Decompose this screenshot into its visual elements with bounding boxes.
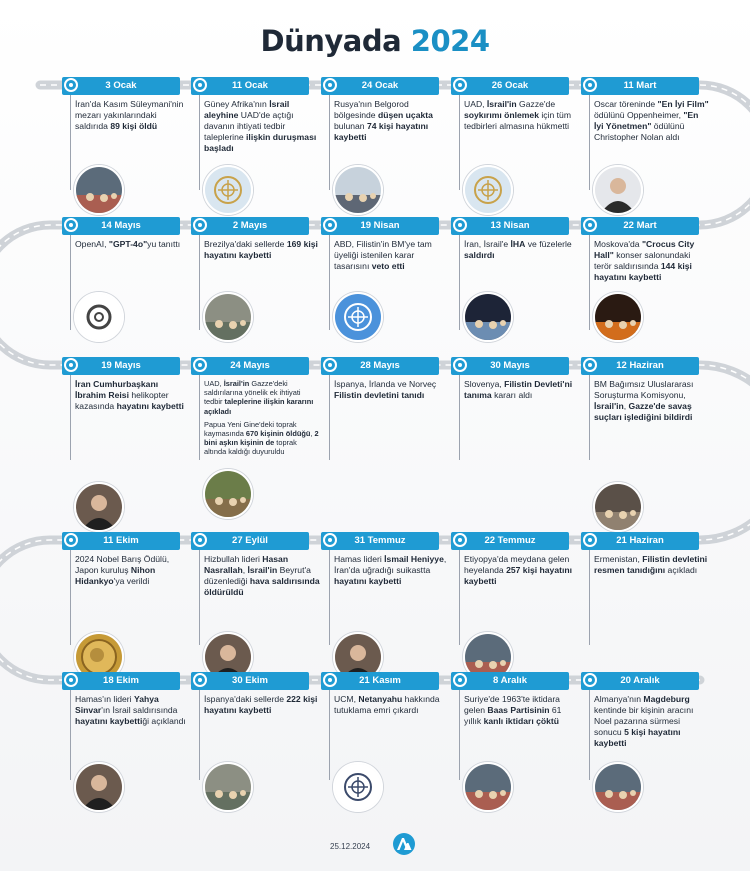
crowd-photo-icon [74,165,124,215]
timeline-node-icon [323,358,337,372]
event-date-label: 31 Temmuz [321,532,439,550]
timeline-connector [70,375,71,460]
timeline-connector [329,235,330,330]
timeline-node-icon [453,673,467,687]
timeline-connector [459,375,460,460]
crowd-photo-icon [463,762,513,812]
event-date-label: 19 Nisan [321,217,439,235]
event-description: İspanya'daki sellerde 222 kişi hayatını kaybetti [204,694,318,715]
timeline-connector [329,550,330,645]
event-description: Suriye'de 1963'te iktidara gelen Baas Partisinin 61 yıllık kanlı iktidarı çöktü [464,694,562,726]
timeline-connector [589,690,590,780]
timeline-node-icon [193,533,207,547]
court-emblem-icon [203,165,253,215]
event-description: Moskova'da "Crocus City Hall" konser salonundaki terör saldırısında 144 kişi hayatını kaybetti [594,239,695,282]
event-description: Almanya'nın Magdeburg kentinde bir kişinin aracını Noel pazarına sürmesi sonucu 5 kişi hayatını kaybetti [594,694,694,748]
event-date-label: 12 Haziran [581,357,699,375]
event-date-label: 20 Aralık [581,672,699,690]
event-date-label: 18 Ekim [62,672,180,690]
portrait-photo-icon [74,762,124,812]
event-description: İran, İsrail'e İHA ve füzelerle saldırdı [464,239,572,260]
event-description: Hamas lideri İsmail Heniyye, İran'da uğradığı suikastta hayatını kaybetti [334,554,447,586]
timeline-node-icon [323,78,337,92]
event-description: İran'da Kasım Süleymani'nin mezarı yakınlarındaki saldırıda 89 kişi öldü [75,99,184,131]
night-sky-photo-icon [463,292,513,342]
event-date-label: 11 Ocak [191,77,309,95]
timeline-node-icon [453,78,467,92]
event-description: Güney Afrika'nın İsrail aleyhine UAD'de açtığı davanın ihtiyati tedbir taleplerine ilişkin duruşması başladı [204,99,317,153]
court-emblem-icon [463,165,513,215]
timeline-connector [459,690,460,780]
timeline-node-icon [193,358,207,372]
event-description: 2024 Nobel Barış Ödülü, Japon kuruluş Nihon Hidankyo'ya verildi [75,554,170,586]
timeline-node-icon [64,218,78,232]
event-description: Brezilya'daki sellerde 169 kişi hayatını kaybetti [204,239,318,260]
timeline-connector [199,375,200,460]
event-date-label: 11 Mart [581,77,699,95]
event-description: UCM, Netanyahu hakkında tutuklama emri çıkardı [334,694,440,715]
timeline-connector [199,690,200,780]
timeline-connector [70,235,71,330]
un-emblem-icon [333,292,383,342]
event-date-label: 8 Aralık [451,672,569,690]
event-description: Hizbullah lideri Hasan Nasrallah, İsrail'in Beyrut'a düzenlediği hava saldırısında öldürüldü [204,554,320,597]
event-date-label: 22 Temmuz [451,532,569,550]
icc-emblem-icon [333,762,383,812]
fire-photo-icon [593,292,643,342]
timeline-connector [459,235,460,330]
timeline-node-icon [453,358,467,372]
event-description: Hamas'ın lideri Yahya Sinvar'ın İsrail saldırısında hayatını kaybettiği açıklandı [75,694,186,726]
timeline-connector [70,550,71,645]
timeline-connector [70,690,71,780]
timeline-node-icon [453,218,467,232]
event-description: İspanya, İrlanda ve Norveç Filistin devletini tanıdı [334,379,437,400]
event-date-label: 11 Ekim [62,532,180,550]
timeline-node-icon [323,673,337,687]
event-description: İran Cumhurbaşkanı İbrahim Reisi helikopter kazasında hayatını kaybetti [75,379,184,411]
event-date-label: 27 Eylül [191,532,309,550]
event-description: OpenAI, "GPT-4o"yu tanıttı [75,239,181,249]
openai-logo-icon [74,292,124,342]
timeline-node-icon [193,673,207,687]
event-date-label: 21 Kasım [321,672,439,690]
event-description: Slovenya, Filistin Devleti'ni tanıma kararı aldı [464,379,573,400]
event-date-label: 19 Mayıs [62,357,180,375]
timeline-node-icon [193,218,207,232]
timeline-connector [70,95,71,190]
timeline-connector [199,550,200,645]
event-date-label: 28 Mayıs [321,357,439,375]
agency-logo-icon [392,832,416,856]
rubble-photo-icon [593,482,643,532]
timeline-node-icon [64,533,78,547]
timeline-connector [459,95,460,190]
timeline-node-icon [323,218,337,232]
event-description: ABD, Filistin'in BM'ye tam üyeliği istenilen karar tasarısını veto etti [334,239,432,271]
timeline-node-icon [64,358,78,372]
timeline-connector [329,375,330,460]
timeline-connector [329,95,330,190]
timeline-node-icon [64,673,78,687]
timeline-node-icon [64,78,78,92]
timeline-node-icon [583,358,597,372]
event-description: UAD, İsrail'in Gazze'deki saldırılarına yönelik ek ihtiyati tedbir taleplerine ilişkin kararını açıkladı Papua Yeni Gine'deki toprak kaymasında 670 kişinin öldüğü, 2 bini aşkın kişinin de toprak altında kaldığı duyuruldu [204,379,319,457]
flood-photo-icon [203,292,253,342]
event-description: UAD, İsrail'in Gazze'de soykırımı önlemek için tüm tedbirleri almasına hükmetti [464,99,571,131]
flood-photo-icon [203,762,253,812]
timeline-node-icon [193,78,207,92]
timeline-connector [459,550,460,645]
event-date-label: 30 Mayıs [451,357,569,375]
timeline-connector [589,550,590,645]
timeline-node-icon [583,533,597,547]
portrait-photo-icon [74,482,124,532]
plane-crash-photo-icon [333,165,383,215]
event-date-label: 22 Mart [581,217,699,235]
event-description: Etiyopya'da meydana gelen heyelanda 257 kişi hayatını kaybetti [464,554,572,586]
title-year: 2024 [410,24,490,58]
timeline-node-icon [583,673,597,687]
title-main: Dünyada [260,24,402,58]
timeline-node-icon [583,218,597,232]
footer-date: 25.12.2024 [330,842,371,851]
event-description: Rusya'nın Belgorod bölgesinde düşen uçakta bulunan 74 kişi hayatını kaybetti [334,99,433,142]
event-date-label: 24 Mayıs [191,357,309,375]
event-date-label: 21 Haziran [581,532,699,550]
timeline-connector [199,95,200,190]
timeline-connector [589,235,590,330]
timeline-connector [199,235,200,330]
event-description: Oscar töreninde "En İyi Film" ödülünü Oppenheimer, "En İyi Yönetmen" ödülünü Christopher Nolan aldı [594,99,709,142]
event-date-label: 3 Ocak [62,77,180,95]
event-description: BM Bağımsız Uluslararası Soruşturma Komisyonu, İsrail'in, Gazze'de savaş suçları işlediğini bildirdi [594,379,694,422]
event-date-label: 14 Mayıs [62,217,180,235]
timeline-connector [589,95,590,190]
crowd-photo-icon [593,762,643,812]
event-date-label: 26 Ocak [451,77,569,95]
timeline-node-icon [323,533,337,547]
event-date-label: 30 Ekim [191,672,309,690]
event-date-label: 2 Mayıs [191,217,309,235]
timeline-connector [329,690,330,780]
director-photo-icon [593,165,643,215]
timeline-node-icon [583,78,597,92]
timeline-node-icon [453,533,467,547]
event-description: Ermenistan, Filistin devletini resmen tanıdığını açıkladı [594,554,708,575]
landslide-photo-icon [203,469,253,519]
timeline-connector [589,375,590,460]
event-date-label: 13 Nisan [451,217,569,235]
event-date-label: 24 Ocak [321,77,439,95]
